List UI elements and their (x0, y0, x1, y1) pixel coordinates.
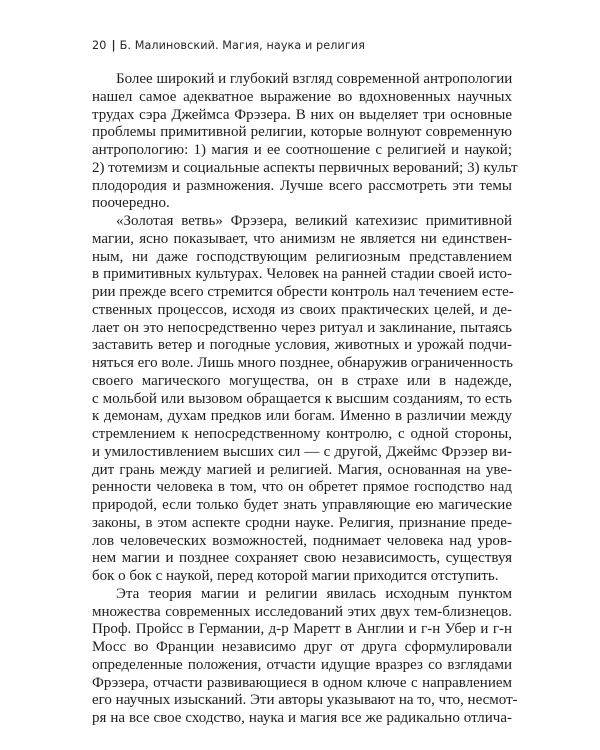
text-line: определенные положения, отчасти идущие вразрез со взглядами (92, 656, 512, 673)
text-line: поочередно. (92, 195, 170, 212)
text-line: бок о бок с наукой, перед которой магии приходится отступить. (92, 568, 499, 584)
text-line: ренности человека в том, что он обретет прямое господство над (92, 479, 512, 496)
text-line: в примитивных культурах. Человек на ранней стадии своей исто- (92, 266, 512, 283)
text-line: нашел самое адекватное выражение во вдохновенных научных (92, 88, 512, 105)
text-line: нем магии и позднее сохраняет свою независимость, существуя (92, 550, 512, 567)
text-line: антропологию: 1) магия и ее соотношение с религией и наукой; (92, 142, 512, 158)
text-line: проблемы примитивной религии, которые волнуют современную (92, 124, 512, 141)
running-title: Б. Малиновский. Магия, наука и религия (119, 39, 366, 52)
paragraph-3 (92, 585, 518, 728)
text-line: Фрэзера, отчасти развивающиеся в одном ключе с направлением (92, 674, 512, 691)
text-line: лает он это непосредственно через ритуал и заклинание, пытаясь (92, 319, 512, 336)
text-line: «Золотая ветвь» Фрэзера, великий катехизис примитивной (116, 213, 512, 229)
paragraph-1 (92, 71, 518, 213)
text-line: Мосс во Франции независимо друг от друга сформулировали (92, 639, 512, 655)
text-line: Более широкий и глубокий взгляд современной антропологии (116, 71, 513, 87)
text-line: к демонам, духам предков или богам. Именно в различии между (92, 408, 512, 425)
text-line: Эта теория магии и религии явилась исходным пунктом (116, 585, 512, 602)
text-line: дит грань между магией и религией. Магия, основанная на уве- (92, 461, 512, 478)
body-text (92, 71, 518, 728)
running-header (92, 38, 365, 54)
text-line: ря на все свое сходство, наука и магия все же радикально отлича- (92, 710, 512, 726)
text-line: ственных процессов, исходя из своих практических целей, и де- (92, 301, 512, 318)
text-line: его научных изысканий. Эти авторы указывают на то, что, несмот- (92, 692, 518, 709)
page-number: 20 (92, 39, 107, 52)
text-line: рии прежде всего стремится обрести контроль нал течением есте- (92, 284, 514, 300)
text-line: няться его воле. Лишь много позднее, обнаружив ограниченность (92, 355, 513, 371)
text-line: 2) тотемизм и социальные аспекты первичных верований; 3) культ (92, 159, 518, 176)
text-line: трудах сэра Джеймса Фрэзера. В них он выделяет три основные (92, 106, 512, 123)
text-line: магии, ясно показывает, что анимизм не является ни единствен- (92, 230, 512, 247)
text-line: заставить ветер и погодные условия, животных и урожай подчи- (92, 337, 512, 354)
text-line: природой, если только будет знать управляющие ею магические (92, 497, 512, 513)
text-line: Проф. Пройсс в Германии, д-р Маретт в Англии и г-н Убер и г-н (92, 621, 512, 638)
text-line: своего магического могущества, он в страхе или в надежде, (92, 372, 512, 389)
text-line: ным, ни даже господствующим религиозным представлением (92, 248, 512, 265)
text-line: плодородия и размножения. Лучше всего рассмотреть эти темы (92, 177, 512, 194)
text-line: с мольбой или вызовом обращается к высшим созданиям, то есть (92, 390, 512, 407)
text-line: законы, в этом аспекте сродни науке. Религия, признание преде- (92, 514, 512, 531)
text-line: и умилостивлением высших сил — с другой, Джеймс Фрэзер ви- (92, 443, 512, 460)
header-separator: | (111, 39, 116, 52)
text-line: множества современных исследований этих двух тем-близнецов. (92, 603, 512, 620)
text-line: стремлением к непосредственному контролю, с одной стороны, (92, 426, 512, 442)
text-line: лов человеческих возможностей, поднимает человека над уров- (92, 532, 512, 549)
paragraph-2 (92, 213, 512, 586)
